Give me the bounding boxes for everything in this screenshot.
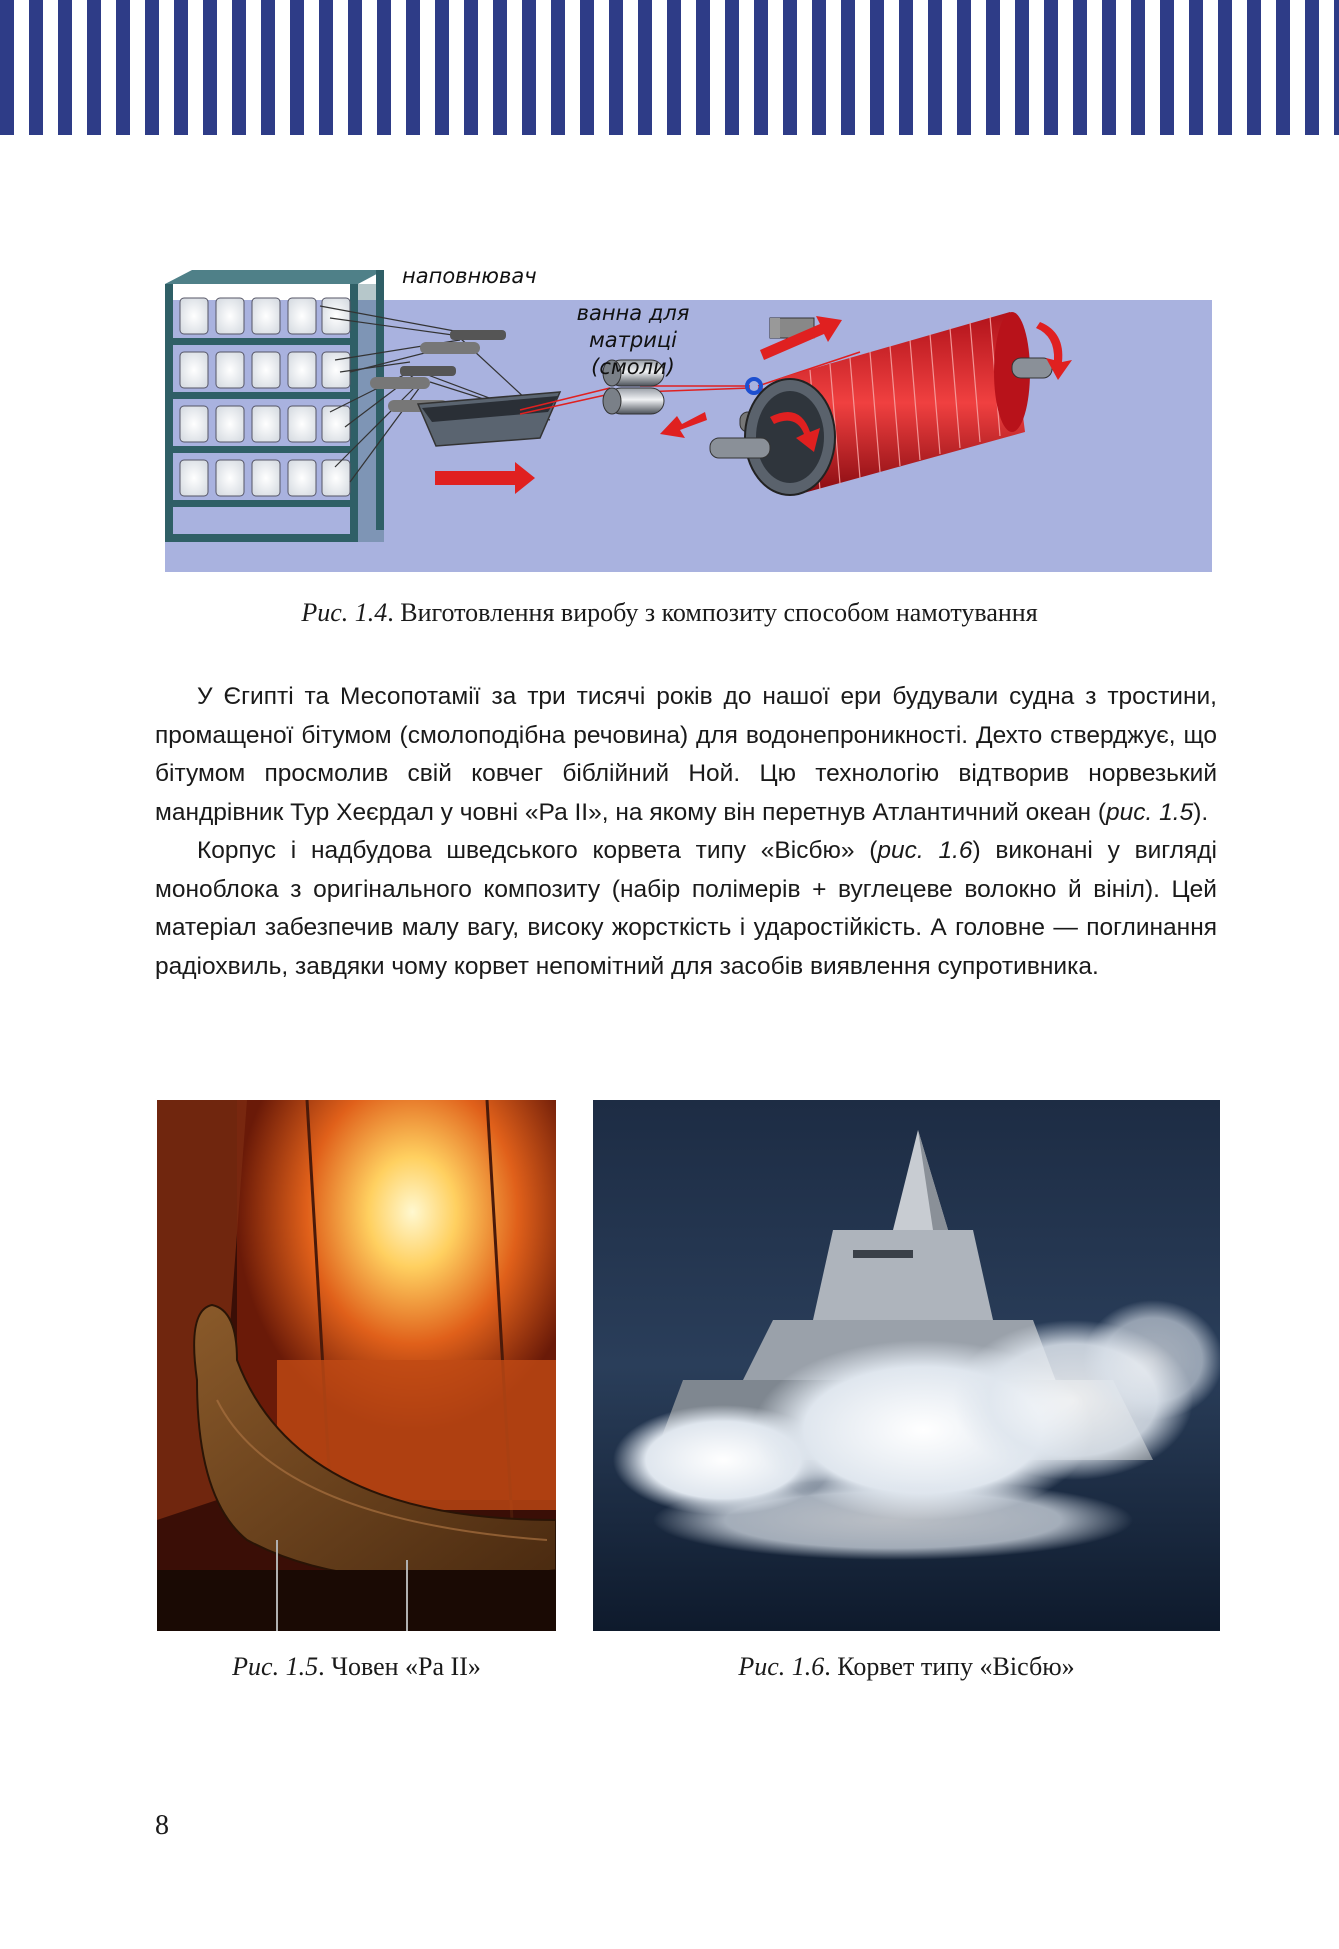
paragraph-text: Корпус і надбудова шведського корвета типу «Вісбю» (	[197, 837, 878, 864]
photo-ra-ii-reed-boat	[157, 1100, 556, 1631]
caption-ref: Рис. 1.6	[738, 1652, 825, 1681]
label-resin-bath	[568, 300, 698, 381]
figure-reference: рис. 1.6	[877, 837, 973, 864]
body-text	[155, 678, 1217, 986]
figure-1-4-caption	[0, 598, 1339, 628]
paragraph-1	[155, 678, 1217, 832]
paragraph-2	[155, 832, 1217, 986]
paragraph-text: ).	[1193, 798, 1209, 826]
decorative-stripe-band	[0, 0, 1339, 135]
caption-text: . Корвет типу «Вісбю»	[824, 1652, 1075, 1681]
paragraph-text: У Єгипті та Месопотамії за три тисячі років до нашої ери будували судна з тростини, промащеної бітумом (смолоподібна речовина) для водонепроникності. Дехто стверджує, що бітумом просмолив свій ковчег біблійний Ной. Цю технологію відтворив норвезький мандрівник Тур Хеєрдал у човні «Ра ІІ», на якому він перетнув Атлантичний океан (	[155, 683, 1217, 826]
caption-ref: Рис. 1.5	[232, 1652, 319, 1681]
caption-text: . Човен «Ра ІІ»	[318, 1652, 481, 1681]
label-bath-line2: матриці	[588, 328, 678, 352]
label-bath-line3: (смоли)	[591, 355, 675, 379]
figure-1-5-caption	[157, 1652, 556, 1682]
page-number: 8	[155, 1810, 169, 1841]
paragraph-text: ) виконані у вигляді моноблока з оригінального композиту (набір полімерів + вуглецеве волокно й вініл). Цей матеріал забезпечив малу вагу, високу жорсткість і ударостійкість. А головне — поглинання радіохвиль, завдяки чому корвет непомітний для засобів виявлення супротивника.	[155, 837, 1217, 980]
caption-ref: Рис. 1.4	[301, 598, 388, 627]
label-filler: наповнювач	[402, 264, 537, 288]
label-bath-line1: ванна для	[576, 301, 690, 325]
figure-1-6-caption	[593, 1652, 1220, 1682]
figure-reference: рис. 1.5	[1106, 798, 1194, 826]
photo-visby-corvette	[593, 1100, 1220, 1631]
caption-text: . Виготовлення виробу з композиту способом намотування	[387, 598, 1038, 627]
spool-rack	[165, 270, 384, 542]
